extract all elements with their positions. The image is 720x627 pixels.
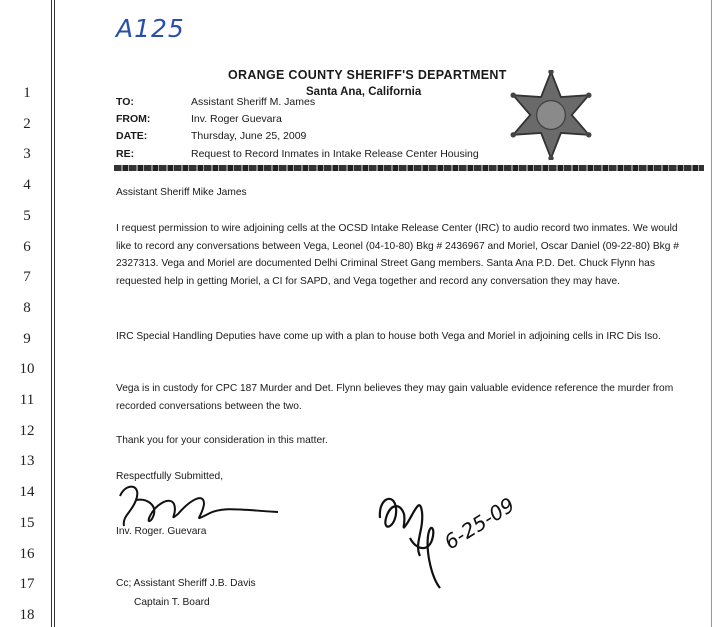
line-number: 15: [19, 514, 35, 531]
margin-rule-right: [711, 0, 712, 627]
paragraph-1: I request permission to wire adjoining cells at the OCSD Intake Release Center (IRC) to audio record two inmates. We would like to record any conversations between Vega, Leonel (04-10-80) Bkg # 2436967 and Moriel, Oscar Daniel (09-22-80) Bkg # 2327313. Vega and Moriel are documented Delhi Criminal Street Gang members. Santa Ana P.D. Det. Chuck Flynn has requested help in getting Moriel, a CI for SAPD, and Vega together and record any conversation they may have.: [116, 223, 679, 287]
line-number: 13: [19, 453, 35, 470]
date-value: Thursday, June 25, 2009: [191, 130, 307, 142]
header-divider: [114, 165, 704, 171]
line-number: 6: [23, 238, 31, 255]
margin-rule-left-inner: [54, 0, 55, 627]
approval-date: 6-25-09: [439, 492, 519, 555]
line-number: 16: [19, 545, 35, 562]
signer-name: Inv. Roger. Guevara: [116, 526, 207, 537]
date-label: DATE:: [116, 130, 148, 142]
handwritten-note: A125: [116, 14, 185, 43]
signature-guevara: [112, 474, 282, 534]
line-number: 14: [19, 484, 35, 501]
from-label: FROM:: [116, 113, 151, 125]
margin-rule-left: [51, 0, 52, 627]
to-value: Assistant Sheriff M. James: [191, 96, 316, 108]
cc-line-1: Cc; Assistant Sheriff J.B. Davis: [116, 578, 256, 589]
approval-signature: [370, 478, 550, 596]
line-number: 2: [23, 115, 31, 132]
to-label: TO:: [116, 96, 134, 108]
paragraph-2: IRC Special Handling Deputies have come up with a plan to house both Vega and Moriel in adjoining cells in IRC Dis Iso.: [116, 331, 661, 342]
paragraph-3: Vega is in custody for CPC 187 Murder and Det. Flynn believes they may gain valuable evidence reference the murder from recorded conversations between the two.: [116, 383, 674, 412]
closing: Respectfully Submitted,: [116, 471, 224, 482]
cc-line-2: Captain T. Board: [134, 597, 210, 608]
line-number: 11: [19, 392, 35, 408]
agency-title: ORANGE COUNTY SHERIFF'S DEPARTMENT: [228, 68, 507, 82]
salutation: Assistant Sheriff Mike James: [116, 187, 247, 198]
line-number: 8: [23, 299, 31, 316]
line-number: 4: [23, 177, 31, 194]
line-number: 7: [23, 269, 31, 286]
line-number: 9: [23, 330, 31, 347]
line-number: 5: [23, 207, 31, 224]
agency-city: Santa Ana, California: [306, 86, 422, 98]
line-number: 10: [19, 361, 35, 378]
line-number: 12: [19, 422, 35, 439]
paragraph-4: Thank you for your consideration in this matter.: [116, 435, 328, 446]
re-label: RE:: [116, 148, 135, 160]
re-value: Request to Record Inmates in Intake Release Center Housing: [191, 148, 479, 160]
line-number: 17: [19, 576, 35, 593]
sheriff-star-icon: [506, 70, 596, 160]
line-number: 3: [23, 146, 31, 163]
line-number: 18: [19, 606, 35, 623]
from-value: Inv. Roger Guevara: [191, 113, 282, 125]
line-number: 1: [23, 85, 31, 101]
